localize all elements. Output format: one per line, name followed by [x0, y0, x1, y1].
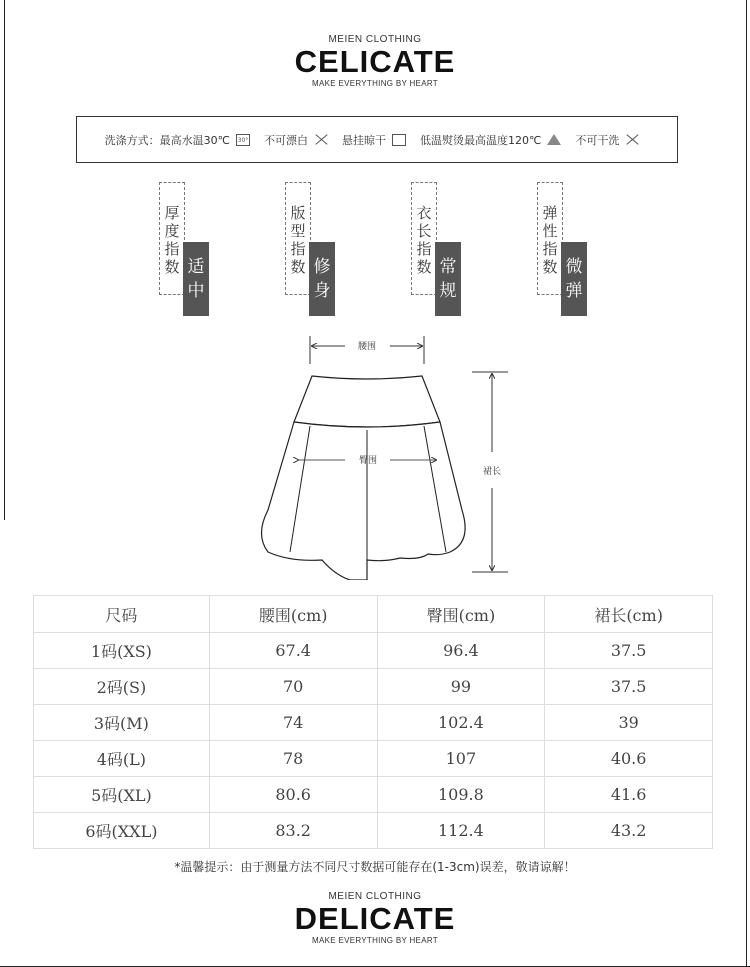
table-row: [34, 633, 713, 669]
table-cell: 107: [377, 741, 545, 777]
table-cell: 4码(L): [34, 741, 210, 777]
table-cell: 99: [377, 669, 545, 705]
table-cell: 96.4: [377, 633, 545, 669]
care-wash: 洗涤方式：最高水温30℃: [104, 133, 230, 147]
table-cell: 2码(S): [34, 669, 210, 705]
index-length: [411, 182, 461, 317]
skirt-waistband: [294, 376, 440, 427]
table-row: [34, 669, 713, 705]
table-header-cell: 裙长(cm): [545, 596, 713, 633]
table-cell: 5码(XL): [34, 777, 210, 813]
measurement-note: *温馨提示：由于测量方法不同尺寸数据可能存在(1-3cm)误差，敬请谅解！: [174, 860, 576, 874]
table-row: [34, 741, 713, 777]
header-tagline: MAKE EVERYTHING BY HEART: [312, 79, 438, 88]
table-cell: 80.6: [209, 777, 377, 813]
table-cell: 6码(XXL): [34, 813, 210, 849]
header-small-title: MEIEN CLOTHING: [328, 34, 422, 45]
table-cell: 83.2: [209, 813, 377, 849]
index-label: 厚度指数: [164, 204, 180, 276]
index-thickness: [159, 182, 209, 317]
care-hang-dry: 悬挂晾干: [342, 133, 386, 147]
table-row: [34, 813, 713, 849]
waist-label: 腰围: [357, 342, 377, 352]
index-value: 微弹: [561, 242, 587, 316]
table-cell: 43.2: [545, 813, 713, 849]
index-label: 弹性指数: [542, 204, 558, 276]
frame-right-border: [746, 0, 747, 967]
table-cell: 41.6: [545, 777, 713, 813]
skirt-diagram: [250, 330, 520, 580]
care-no-dry-clean: 不可干洗: [575, 133, 620, 147]
table-cell: 70: [209, 669, 377, 705]
iron-icon: [547, 134, 561, 145]
hang-dry-icon: [392, 134, 406, 146]
index-label: 版型指数: [290, 204, 306, 276]
table-cell: 40.6: [545, 741, 713, 777]
table-cell: 102.4: [377, 705, 545, 741]
table-cell: 39: [545, 705, 713, 741]
table-header-cell: 腰围(cm): [209, 596, 377, 633]
table-cell: 109.8: [377, 777, 545, 813]
wash-tub-icon: 30°: [236, 134, 250, 146]
table-cell: 37.5: [545, 633, 713, 669]
table-cell: 37.5: [545, 669, 713, 705]
footer-tagline: MAKE EVERYTHING BY HEART: [312, 936, 438, 945]
header-brand-name: CELICATE: [294, 44, 456, 79]
table-header-cell: 臀围(cm): [377, 596, 545, 633]
no-dry-clean-icon: [625, 134, 639, 146]
index-fit: [285, 182, 335, 317]
index-value: 适中: [183, 242, 209, 316]
index-elasticity: [537, 182, 587, 317]
table-cell: 74: [209, 705, 377, 741]
footer-small-title: MEIEN CLOTHING: [328, 891, 422, 902]
hip-label: 臀围: [358, 456, 378, 466]
table-header-cell: 尺码: [34, 596, 210, 633]
index-value: 修身: [309, 242, 335, 316]
index-label: 衣长指数: [416, 204, 432, 276]
table-row: [34, 705, 713, 741]
footer-brand: [0, 891, 750, 945]
table-header-row: [34, 596, 713, 633]
size-table: [33, 595, 713, 849]
no-bleach-icon: [314, 134, 328, 146]
care-iron: 低温熨烫最高温度120℃: [420, 133, 542, 147]
table-cell: 67.4: [209, 633, 377, 669]
header-brand: [0, 34, 750, 88]
table-cell: 78: [209, 741, 377, 777]
table-row: [34, 777, 713, 813]
table-cell: 112.4: [377, 813, 545, 849]
table-cell: 3码(M): [34, 705, 210, 741]
care-instructions: [76, 116, 678, 163]
index-value: 常规: [435, 242, 461, 316]
skirt-body: [262, 422, 466, 580]
footer-brand-name: DELICATE: [294, 901, 456, 936]
table-cell: 1码(XS): [34, 633, 210, 669]
care-no-bleach: 不可漂白: [264, 133, 308, 147]
length-label: 裙长: [482, 467, 502, 477]
